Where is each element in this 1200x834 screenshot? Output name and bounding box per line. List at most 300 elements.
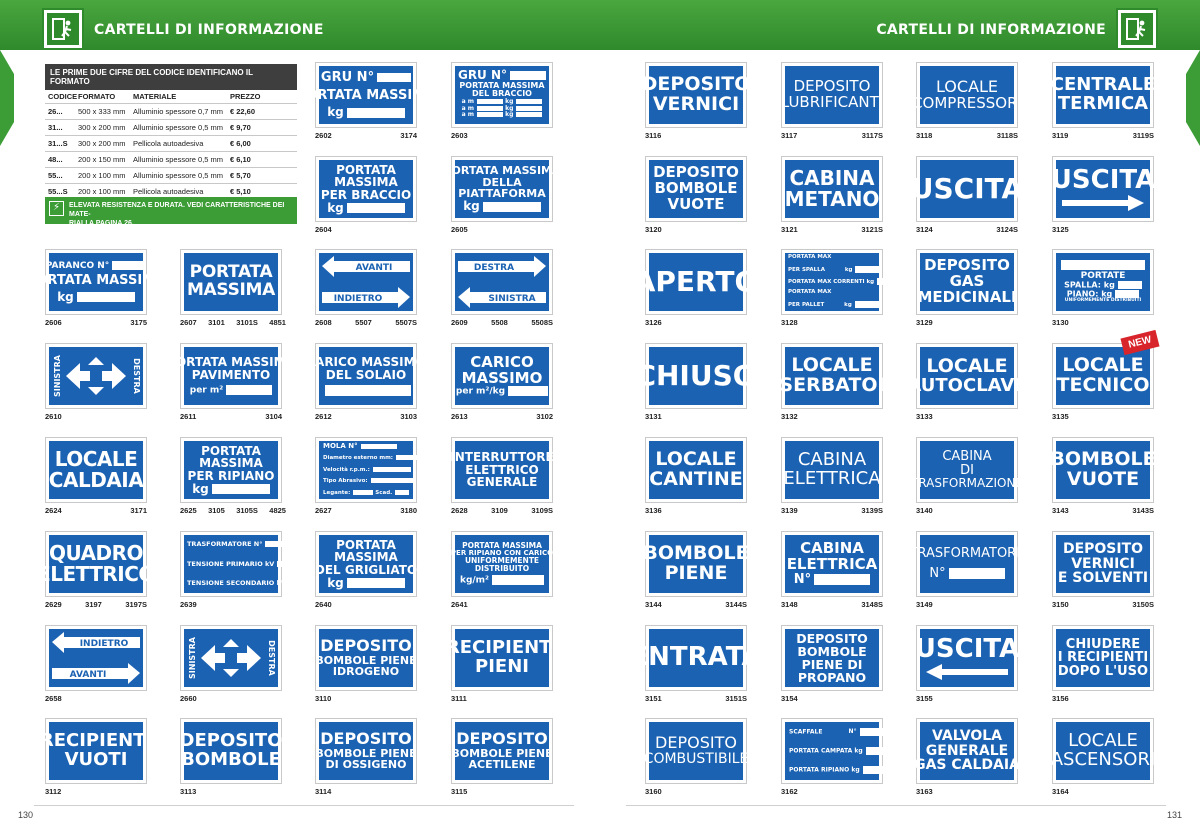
product-codes [45, 600, 147, 610]
sign-text: DEPOSITO [796, 630, 868, 646]
sign-text: per m²/kg [455, 386, 506, 397]
blank-field [483, 202, 541, 212]
sign-text: USCITA [914, 634, 1020, 665]
table-row [45, 104, 297, 120]
product-codes [451, 694, 553, 704]
sign-3116[interactable] [641, 62, 751, 128]
product-codes [916, 787, 1018, 797]
blank-field [373, 467, 411, 472]
sign-text: PORTATE [1080, 271, 1126, 282]
table-cell: Alluminio spessore 0,7 mm [133, 107, 224, 116]
blank-field [226, 385, 272, 395]
sign-text: DEPOSITO [924, 256, 1010, 275]
sign-2611[interactable] [167, 343, 295, 409]
sign-text [323, 443, 397, 450]
sign-text: DEL SOLAIO [325, 368, 407, 382]
product-codes [451, 787, 553, 797]
sign-text: DEPOSITO [655, 733, 737, 753]
sign-text: kg [866, 279, 875, 286]
sign-3135[interactable] [1052, 343, 1154, 409]
product-code: 2641 [451, 600, 468, 609]
sign-text: DI OSSIGENO [325, 758, 407, 772]
sign-3160[interactable] [645, 718, 747, 784]
sign-3164[interactable] [1052, 718, 1154, 784]
product-code: 4851 [269, 318, 286, 327]
sign-text [463, 200, 541, 213]
sign-2628[interactable] [451, 437, 553, 503]
sign-text: PER BRACCIO [320, 188, 412, 202]
page-title-right: CARTELLI DI INFORMAZIONE [876, 22, 1106, 38]
blank-field [396, 455, 422, 460]
sign-2658[interactable] [45, 625, 147, 691]
sign-text: BOMBOLE [181, 749, 281, 770]
arrows-icon [456, 254, 548, 310]
product-codes [645, 131, 747, 141]
sign-3112[interactable] [39, 718, 153, 784]
product-codes [45, 506, 147, 516]
sign-text [327, 106, 405, 119]
sign-3120[interactable] [645, 156, 747, 222]
sign-text: LOCALE [1068, 730, 1138, 752]
product-codes [451, 412, 553, 422]
product-codes [781, 131, 883, 141]
sign-text: ENTRATA [630, 642, 762, 673]
sign-text: AVANTI [69, 670, 107, 680]
header-bar-left [0, 0, 600, 50]
sign-text: PORTATA RIPIANO [789, 766, 850, 774]
price-table [45, 64, 297, 200]
product-code: 3105S [236, 506, 258, 515]
product-codes [781, 318, 883, 328]
sign-text: SINISTRA [53, 355, 62, 397]
sign-text [458, 69, 546, 82]
sign-3136[interactable] [645, 437, 747, 503]
blank-field [516, 106, 542, 111]
sign-text: E SOLVENTI [1057, 570, 1149, 587]
product-code: 3148S [861, 600, 883, 609]
table-cell: Pellicola autoadesiva [133, 139, 204, 148]
product-code: 3116 [645, 131, 662, 140]
sign-3154[interactable] [781, 625, 883, 691]
product-code: 3131 [645, 412, 662, 421]
product-code: 3151 [645, 694, 662, 703]
sign-text: LOCALE [935, 76, 999, 96]
sign-text: PORTATA CAMPATA [789, 747, 853, 755]
blank-field [814, 574, 870, 585]
sign-2613[interactable] [451, 343, 553, 409]
product-codes [781, 694, 883, 704]
product-codes [315, 600, 417, 610]
sign-3114[interactable] [315, 718, 417, 784]
sign-text: kg [1103, 280, 1115, 290]
sign-3133[interactable] [907, 343, 1027, 409]
product-code: 3101 [208, 318, 225, 327]
sign-text [190, 385, 272, 396]
sign-2641[interactable] [451, 531, 553, 597]
product-code: 3174 [400, 131, 417, 140]
sign-text: USCITA [910, 172, 1024, 206]
product-code: 3120 [645, 225, 662, 234]
table-cell: 300 x 200 mm [78, 139, 126, 148]
product-code: 3154 [781, 694, 798, 703]
sign-text: CABINA [797, 449, 867, 471]
product-codes [916, 225, 1018, 235]
product-code: 2602 [315, 131, 332, 140]
sign-text: kg/m² [459, 575, 490, 586]
blank-field [212, 484, 270, 494]
sign-text [321, 71, 411, 85]
sign-2606[interactable] [26, 249, 166, 315]
sign-text: SERBATOI [779, 374, 885, 396]
product-codes [180, 506, 286, 516]
sign-text: BOMBOLE PIENE [315, 746, 417, 760]
product-code: 3162 [781, 787, 798, 796]
sign-3151[interactable] [630, 625, 762, 691]
product-code: 2629 [45, 600, 62, 609]
sign-text: PAVIMENTO [191, 368, 271, 383]
product-code: 4825 [269, 506, 286, 515]
sign-text: kg [505, 110, 514, 118]
page-title-left: CARTELLI DI INFORMAZIONE [94, 22, 324, 38]
sign-text: CHIUDERE [1065, 636, 1141, 652]
sign-2608[interactable] [315, 249, 417, 315]
sign-3143[interactable] [1052, 437, 1154, 503]
sign-2640[interactable] [315, 531, 417, 597]
product-codes [180, 787, 282, 797]
arrows-icon [320, 254, 412, 310]
sign-text: PORTATA MASSIMA [459, 80, 545, 90]
sign-2610[interactable] [45, 343, 147, 409]
product-code: 2628 [451, 506, 468, 515]
sign-text: APERTO [633, 265, 759, 299]
sign-3162[interactable] [781, 718, 883, 784]
table-row [45, 136, 297, 152]
product-codes [781, 600, 883, 610]
product-codes [315, 506, 417, 516]
table-cell: € 5,10 [230, 187, 251, 196]
product-code: 3163 [916, 787, 933, 796]
sign-text: CARICO MASSIMO [306, 355, 426, 370]
sign-3150[interactable] [1052, 531, 1154, 597]
product-code: 3105 [208, 506, 225, 515]
blank-field [371, 478, 413, 483]
sign-text: a m [461, 98, 474, 106]
sign-3148[interactable] [781, 531, 883, 597]
product-codes [916, 506, 1018, 516]
sign-3111[interactable] [445, 625, 559, 691]
product-codes [781, 412, 883, 422]
sign-text: GENERALE [466, 475, 538, 490]
sign-2602[interactable] [296, 62, 436, 128]
col-header: FORMATO [78, 92, 116, 101]
sign-text: kg [505, 98, 514, 106]
sign-text [460, 575, 544, 586]
arrows-icon [50, 630, 142, 686]
product-code: 3104 [265, 412, 282, 421]
blank-field [866, 747, 890, 755]
sign-text: DEPOSITO [320, 729, 412, 749]
sign-text: BOMBOLE [654, 179, 738, 198]
blank-field [112, 261, 146, 270]
sign-3140[interactable] [910, 437, 1024, 503]
sign-3131[interactable] [635, 343, 757, 409]
product-code: 3139S [861, 506, 883, 515]
col-header: CODICE [48, 92, 78, 101]
product-code: 3140 [916, 506, 933, 515]
product-code: 3171 [130, 506, 147, 515]
sign-text [323, 478, 413, 485]
product-codes [315, 318, 417, 328]
sign-text: DEL GRIGLIATO [314, 563, 418, 577]
product-code: 3126 [645, 318, 662, 327]
sign-text: TRASFORMAZIONE [910, 476, 1024, 491]
product-code: 3115 [451, 787, 468, 796]
sign-text: kg [192, 481, 209, 496]
sign-3113[interactable] [180, 718, 282, 784]
sign-3124[interactable] [910, 156, 1024, 222]
sign-text: per m² [189, 385, 224, 396]
sign-2624[interactable] [45, 437, 147, 503]
product-code: 2603 [451, 131, 468, 140]
product-codes [1052, 694, 1154, 704]
sign-3128[interactable] [781, 249, 883, 315]
sign-text: kg [463, 199, 480, 214]
sign-3156[interactable] [1052, 625, 1154, 691]
sign-text [323, 490, 409, 497]
sign-3149[interactable] [909, 531, 1025, 597]
sign-text: kg [327, 200, 344, 215]
product-code: 2609 [451, 318, 468, 327]
product-code: 3124S [996, 225, 1018, 234]
sign-3144[interactable] [645, 531, 747, 597]
product-code: 3156 [1052, 694, 1069, 703]
sign-text: a m [461, 110, 474, 118]
product-code: 2611 [180, 412, 197, 421]
sign-3163[interactable] [916, 718, 1018, 784]
product-code: 3121 [781, 225, 798, 234]
sign-3126[interactable] [633, 249, 759, 315]
sign-3117[interactable] [781, 62, 883, 128]
product-codes [916, 318, 1018, 328]
sign-text: GENERALE [925, 742, 1009, 759]
table-cell: 500 x 333 mm [78, 107, 126, 116]
sign-text: DOPO L'USO [1057, 663, 1149, 679]
table-cell: 31... [48, 123, 63, 132]
lightning-icon: ⚡ [49, 201, 64, 216]
sign-text: MOLA N° [323, 442, 358, 451]
product-codes [916, 694, 1018, 704]
sign-text: AVANTI [355, 263, 393, 273]
sign-3132[interactable] [781, 343, 883, 409]
product-code: 3110 [315, 694, 332, 703]
blank-field [477, 99, 503, 104]
product-code: 3113 [180, 787, 197, 796]
product-codes [315, 412, 417, 422]
sign-2604[interactable] [315, 156, 417, 222]
product-code: 3139 [781, 506, 798, 515]
sign-2625[interactable] [180, 437, 282, 503]
sign-text: MEDICINALI [917, 287, 1017, 306]
sign-3119[interactable] [1052, 62, 1154, 128]
sign-3121[interactable] [781, 156, 883, 222]
blank-field [1118, 281, 1142, 289]
product-code: 3118 [916, 131, 933, 140]
sign-2639[interactable] [180, 531, 286, 597]
sign-text [323, 455, 422, 462]
table-cell: 55...S [48, 187, 68, 196]
blank-field [395, 490, 409, 495]
table-cell: 300 x 200 mm [78, 123, 126, 132]
table-cell: 48... [48, 155, 63, 164]
blank-field [277, 561, 291, 567]
sign-text: kg [854, 747, 863, 755]
sign-text: PORTATA MAX [788, 289, 832, 296]
sign-text [456, 386, 548, 397]
product-codes [180, 600, 282, 610]
sign-text: SCAFFALE [789, 728, 823, 736]
product-code: 3144 [645, 600, 662, 609]
sign-text: CABINA [789, 166, 875, 190]
table-cell: € 5,70 [230, 171, 251, 180]
sign-2607[interactable] [180, 249, 282, 315]
sign-text: MASSIMO [461, 368, 543, 387]
sign-2603[interactable] [451, 62, 553, 128]
sign-text: BOMBOLE PIENE [315, 653, 417, 667]
sign-text [187, 580, 297, 587]
sign-3118[interactable] [912, 62, 1022, 128]
blank-field [477, 106, 503, 111]
product-code: 2613 [451, 412, 468, 421]
sign-text: kg [57, 289, 74, 304]
product-code: 3164 [1052, 787, 1069, 796]
sign-3130[interactable] [1052, 249, 1154, 315]
sign-text: Legante: [323, 489, 351, 496]
sign-text: RECIPIENTI [39, 730, 153, 752]
sign-text: CENTRALE [1050, 74, 1156, 96]
sign-text: VERNICI [1071, 555, 1135, 572]
sign-text: AUTOCLAVE [907, 374, 1027, 396]
sign-text: DISTRIBUITO [474, 564, 530, 574]
product-code: 3119S [1132, 131, 1154, 140]
product-code: 3119 [1052, 131, 1069, 140]
product-codes [1052, 318, 1154, 328]
sign-2660[interactable] [180, 625, 282, 691]
sign-text [327, 202, 405, 215]
product-code: 3197 [85, 600, 102, 609]
product-code: 5507S [395, 318, 417, 327]
blank-field [492, 575, 544, 585]
blank-field [347, 203, 405, 213]
sign-text: ASCENSORI [1050, 749, 1156, 770]
product-codes [45, 787, 147, 797]
sign-3129[interactable] [916, 249, 1018, 315]
product-code: 2610 [45, 412, 62, 421]
product-codes [781, 506, 883, 516]
sign-text: DELLA [482, 175, 522, 189]
product-code: 2606 [45, 318, 62, 327]
sign-text: DESTRA [132, 358, 141, 394]
product-codes [1052, 131, 1154, 141]
sign-text: N° [929, 566, 946, 581]
table-cell: € 6,10 [230, 155, 251, 164]
side-tab-left [0, 50, 14, 146]
sign-text: TENSIONE SECONDARIO kV [187, 578, 286, 587]
sign-text: ELETTRICA [786, 555, 878, 574]
sign-text: TRASFORMATORE N° [187, 540, 263, 549]
sign-text: LOCALE [1062, 354, 1144, 377]
product-code: 2625 [180, 506, 197, 515]
sign-text: PORTATA MAX CORRENTI [788, 279, 865, 286]
product-codes [180, 412, 282, 422]
product-codes [916, 600, 1018, 610]
sign-2629[interactable] [37, 531, 155, 597]
sign-2605[interactable] [443, 156, 561, 222]
sign-text: PIENI [475, 656, 529, 677]
product-codes [451, 318, 553, 328]
product-codes [645, 506, 747, 516]
table-cell: 200 x 100 mm [78, 171, 126, 180]
sign-3125[interactable] [1052, 156, 1154, 222]
emergency-exit-icon [42, 8, 84, 50]
product-code: 2639 [180, 600, 197, 609]
blank-field [863, 766, 887, 774]
sign-text: VUOTI [64, 749, 128, 770]
note-line: RIALI A PAGINA 26. [69, 220, 134, 227]
sign-text: PORTATA MASSIMA [26, 273, 166, 289]
sign-text: MASSIMA [334, 175, 398, 190]
arrow-left-icon [924, 664, 1010, 680]
sign-2612[interactable] [306, 343, 426, 409]
product-codes [315, 131, 417, 141]
product-codes [1052, 225, 1154, 235]
sign-3110[interactable] [315, 625, 417, 691]
sign-text [462, 112, 543, 118]
product-code: 2624 [45, 506, 62, 515]
sign-2627[interactable] [315, 437, 417, 503]
footer-divider [626, 805, 1166, 806]
sign-text: USCITA [1050, 165, 1156, 196]
blank-field [361, 444, 397, 449]
sign-3139[interactable] [781, 437, 883, 503]
sign-text: ELETTRICA [783, 468, 881, 489]
sign-text: VUOTE [1066, 468, 1140, 490]
sign-text: DESTRA [267, 640, 276, 676]
sign-text: UNIFORMEMENTE [464, 556, 540, 566]
product-code: 2658 [45, 694, 62, 703]
sign-text [789, 728, 884, 736]
product-code: 3128 [781, 318, 798, 327]
sign-text: LUBRIFICANTI [780, 93, 884, 111]
sign-text: GAS CALDAIA [914, 757, 1020, 774]
sign-3115[interactable] [451, 718, 553, 784]
sign-text: CABINA [942, 449, 992, 465]
sign-3155[interactable] [916, 625, 1018, 691]
product-code: 3133 [916, 412, 933, 421]
product-code: 2607 [180, 318, 197, 327]
sign-2609[interactable] [451, 249, 553, 315]
sign-text: MASSIMA [334, 550, 398, 565]
blank-field [377, 73, 411, 82]
product-code: 3118S [996, 131, 1018, 140]
blank-field [77, 292, 135, 302]
sign-text: DEPOSITO [793, 77, 871, 96]
product-codes [45, 318, 147, 328]
blank-field [265, 541, 289, 547]
product-code: 3160 [645, 787, 662, 796]
table-cell: € 22,60 [230, 107, 256, 116]
sign-text: DI [960, 462, 974, 478]
product-codes [451, 506, 553, 516]
